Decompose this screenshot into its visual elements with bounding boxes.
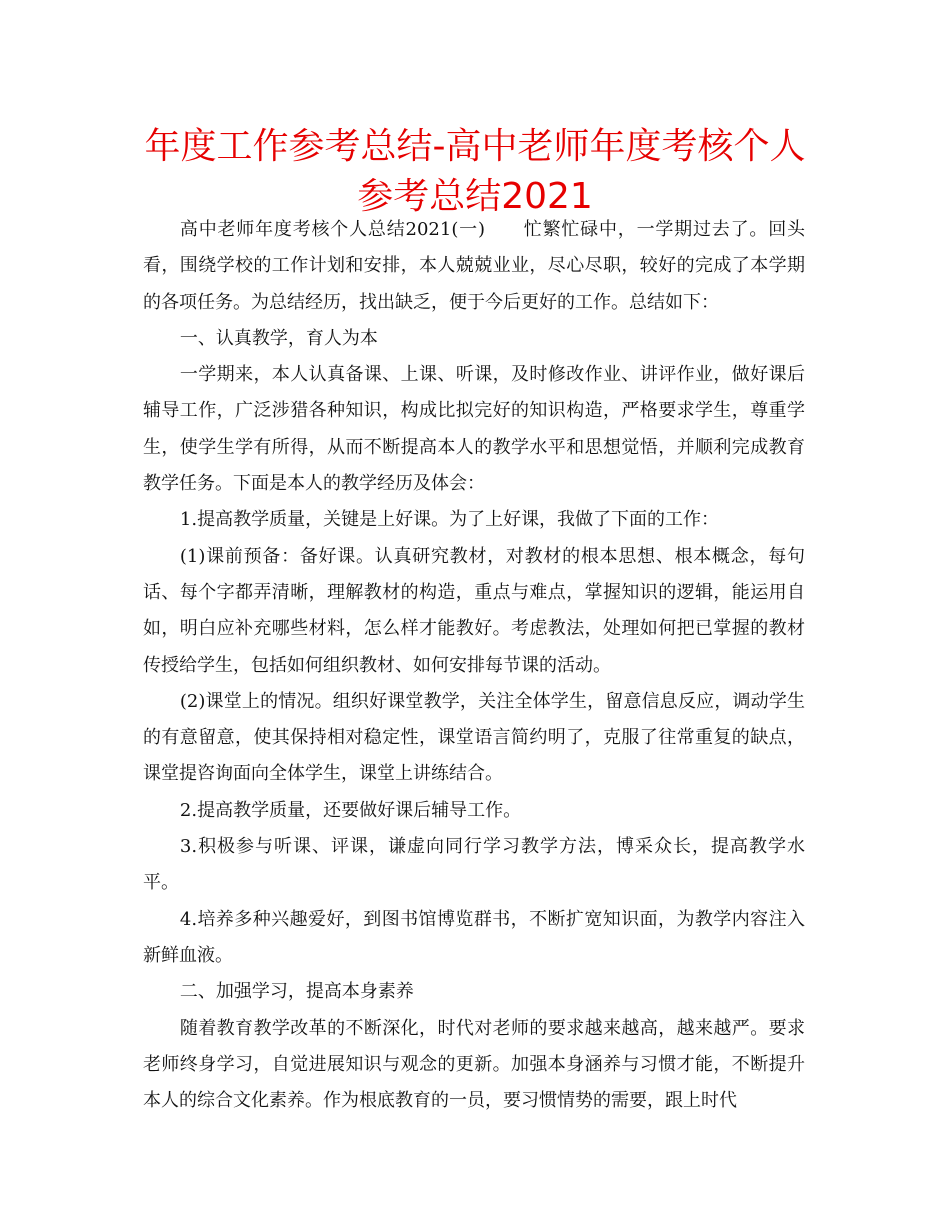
paragraph-item-2: 2.提高教学质量，还要做好课后辅导工作。 (179, 799, 522, 821)
paragraph-item-1-1: (1)课前预备：备好课。认真研究教材，对教材的根本思想、根本概念，每句话、每个字都弄清晰，理解教材的构造，重点与难点，掌握知识的逻辑，能运用自如，明白应补充哪些材料，怎么样才能教好。考虑教法，处理如何把已掌握的教材传授给学生，包括如何组织教材、如何安排每节课的活动。 (143, 545, 805, 676)
paragraph-item-1-2: (2)课堂上的情况。组织好课堂教学，关注全体学生，留意信息反应，调动学生的有意留意，使其保持相对稳定性，课堂语言简约明了，克服了往常重复的缺点，课堂提咨询面向全体学生，课堂上讲练结合。 (143, 690, 805, 785)
section-heading-teaching: 一、认真教学，育人为本 (179, 327, 378, 349)
paragraph-item-3: 3.积极参与听课、评课，谦虚向同行学习教学方法，博采众长，提高教学水平。 (143, 836, 805, 894)
document-body (143, 212, 805, 1119)
intro-heading: 高中老师年度考核个人总结2021(一) (179, 219, 485, 240)
paragraph-teaching-overview: 一学期来，本人认真备课、上课、听课，及时修改作业、讲评作业，做好课后辅导工作，广泛涉猎各种知识，构成比拟完好的知识构造，严格要求学生，尊重学生，使学生学有所得，从而不断提高本人的教学水平和思想觉悟，并顺利完成教育教学任务。下面是本人的教学经历及体会： (143, 364, 805, 495)
paragraph-item-1: 1.提高教学质量，关键是上好课。为了上好课，我做了下面的工作： (179, 509, 720, 531)
intro-text: 忙繁忙碌中，一学期过去了。回头看，围绕学校的工作计划和安排，本人兢兢业业，尽心尽职，较好的完成了本学期的各项任务。为总结经历，找出缺乏，便于今后更好的工作。总结如下： (143, 219, 805, 313)
paragraph-study: 随着教育教学改革的不断深化，时代对老师的要求越来越高，越来越严。要求老师终身学习，自觉进展知识与观念的更新。加强本身涵养与习惯才能，不断提升本人的综合文化素养。作为根底教育的一员，要习惯情势的需要，跟上时代 (143, 1017, 805, 1112)
document-title: 年度工作参考总结-高中老师年度考核个人参考总结2021 (144, 126, 806, 217)
paragraph-item-4: 4.培养多种兴趣爱好，到图书馆博览群书，不断扩宽知识面，为教学内容注入新鲜血液。 (143, 908, 805, 966)
section-heading-study: 二、加强学习，提高本身素养 (179, 981, 414, 1003)
intro-paragraph (143, 212, 805, 321)
